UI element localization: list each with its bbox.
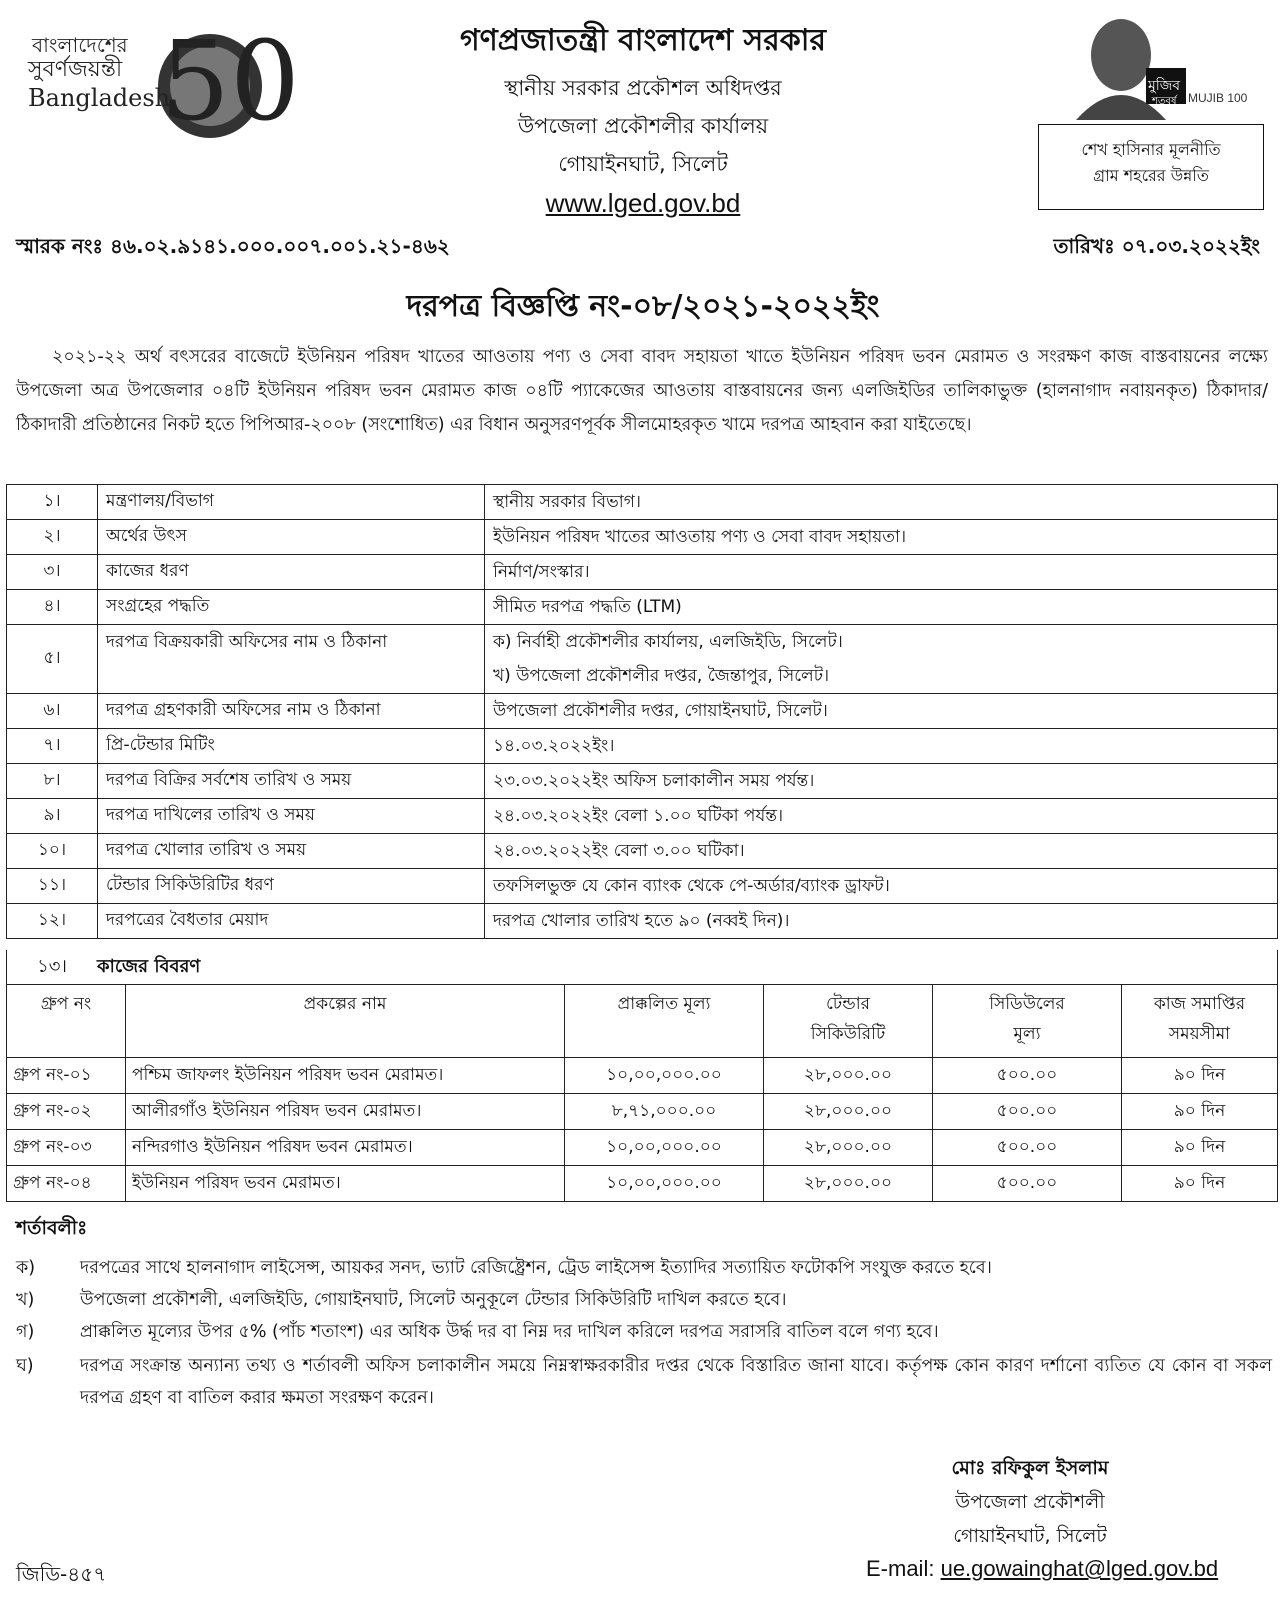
signatory-place: গোয়াইনঘাট, সিলেট bbox=[953, 1525, 1107, 1547]
info-value-text: ক) নির্বাহী প্রকৌশলীর কার্যালয়, এলজিইডি, সিলেট। bbox=[493, 632, 843, 652]
info-value bbox=[485, 904, 1278, 939]
work-description-heading bbox=[6, 950, 1278, 984]
group-number: গ্রুপ নং-০৪ bbox=[7, 1166, 126, 1202]
term-text: উপজেলা প্রকৌশলী, এলজিইডি, গোয়াইনঘাট, সিলেট অনুকূলে টেন্ডার সিকিউরিটি দাখিল করতে হবে। bbox=[80, 1290, 787, 1310]
svg-text:Bangladesh: Bangladesh bbox=[28, 84, 171, 112]
term-item bbox=[16, 1350, 1272, 1414]
schedule-value: ৫০০.০০ bbox=[933, 1166, 1122, 1202]
security-value: ২৮,০০০.০০ bbox=[764, 1166, 933, 1202]
info-value-text: ইউনিয়ন পরিষদ খাতের আওতায় পণ্য ও সেবা বাবদ সহায়তা। bbox=[493, 527, 907, 547]
info-row bbox=[7, 904, 1278, 939]
info-value bbox=[485, 485, 1278, 520]
schedule-value: ৫০০.০০ bbox=[933, 1058, 1122, 1094]
term-label: ক) bbox=[16, 1258, 36, 1278]
duration-value: ৯০ দিন bbox=[1122, 1166, 1278, 1202]
info-key: প্রি-টেন্ডার মিটিং bbox=[98, 729, 485, 764]
section-label: কাজের বিবরণ bbox=[97, 956, 201, 977]
info-key: দরপত্র গ্রহণকারী অফিসের নাম ও ঠিকানা bbox=[98, 694, 485, 729]
info-value bbox=[485, 520, 1278, 555]
estimate-value: ১০,০০,০০০.০০ bbox=[565, 1166, 764, 1202]
term-item bbox=[16, 1316, 1272, 1348]
info-number: ১০। bbox=[7, 834, 98, 869]
term-label: খ) bbox=[16, 1290, 35, 1310]
group-row bbox=[7, 1094, 1278, 1130]
motto-line-2: গ্রাম শহরের উন্নতি bbox=[1093, 166, 1209, 185]
group-number: গ্রুপ নং-০১ bbox=[7, 1058, 126, 1094]
info-number: ৯। bbox=[7, 799, 98, 834]
info-value-text: ১৪.০৩.২০২২ইং। bbox=[493, 736, 615, 756]
group-row bbox=[7, 1058, 1278, 1094]
group-row bbox=[7, 1166, 1278, 1202]
signatory-designation: উপজেলা প্রকৌশলী bbox=[955, 1491, 1105, 1513]
term-label: ঘ) bbox=[16, 1356, 34, 1376]
col-group: গ্রুপ নং bbox=[7, 985, 126, 1058]
info-value bbox=[485, 590, 1278, 625]
info-value bbox=[485, 799, 1278, 834]
info-value-text: ২৪.০৩.২০২২ইং বেলা ৩.০০ ঘটিকা। bbox=[493, 841, 745, 861]
term-label: গ) bbox=[16, 1322, 35, 1342]
email-label: E-mail: bbox=[866, 1556, 935, 1581]
info-number: ১২। bbox=[7, 904, 98, 939]
info-key: দরপত্র বিক্রয়কারী অফিসের নাম ও ঠিকানা bbox=[98, 625, 485, 694]
info-key: সংগ্রহের পদ্ধতি bbox=[98, 590, 485, 625]
term-item bbox=[16, 1284, 1272, 1316]
term-item bbox=[16, 1252, 1272, 1284]
info-value bbox=[485, 834, 1278, 869]
info-value bbox=[485, 729, 1278, 764]
security-value: ২৮,০০০.০০ bbox=[764, 1130, 933, 1166]
info-value bbox=[485, 869, 1278, 904]
terms-heading: শর্তাবলীঃ bbox=[16, 1217, 88, 1239]
info-value bbox=[485, 625, 1278, 694]
info-row bbox=[7, 590, 1278, 625]
term-text: প্রাক্কলিত মূল্যের উপর ৫% (পাঁচ শতাংশ) এর অধিক উর্দ্ধ দর বা নিম্ন দর দাখিল করিলে দরপত্র সরাসরি বাতিল বলে গণ্য হবে। bbox=[80, 1322, 939, 1342]
schedule-value: ৫০০.০০ bbox=[933, 1094, 1122, 1130]
info-number: ১১। bbox=[7, 869, 98, 904]
info-value bbox=[485, 764, 1278, 799]
term-text: দরপত্রের সাথে হালনাগাদ লাইসেন্স, আয়কর সনদ, ভ্যাট রেজিষ্ট্রেশন, ট্রেড লাইসেন্স ইত্যাদির সত্যায়িত ফটোকপি সংযুক্ত করতে হবে। bbox=[80, 1258, 992, 1278]
info-row bbox=[7, 799, 1278, 834]
info-row bbox=[7, 555, 1278, 590]
duration-value: ৯০ দিন bbox=[1122, 1058, 1278, 1094]
security-value: ২৮,০০০.০০ bbox=[764, 1094, 933, 1130]
info-row bbox=[7, 520, 1278, 555]
info-row bbox=[7, 485, 1278, 520]
info-number: ৩। bbox=[7, 555, 98, 590]
info-value bbox=[485, 694, 1278, 729]
svg-text:মুজিব: মুজিব bbox=[1148, 78, 1181, 94]
info-key: টেন্ডার সিকিউরিটির ধরণ bbox=[98, 869, 485, 904]
info-row bbox=[7, 729, 1278, 764]
department-name: স্থানীয় সরকার প্রকৌশল অধিদপ্তর bbox=[504, 76, 782, 100]
info-value bbox=[485, 555, 1278, 590]
info-key: দরপত্র বিক্রির সর্বশেষ তারিখ ও সময় bbox=[98, 764, 485, 799]
col-schedule: সিডিউলের মূল্য bbox=[933, 985, 1122, 1058]
tender-info-table bbox=[6, 484, 1278, 939]
office-location: গোয়াইনঘাট, সিলেট bbox=[558, 152, 728, 176]
project-name: আলীরগাঁও ইউনিয়ন পরিষদ ভবন মেরামত। bbox=[126, 1094, 565, 1130]
group-table bbox=[6, 984, 1278, 1202]
project-name: পশ্চিম জাফলং ইউনিয়ন পরিষদ ভবন মেরামত। bbox=[126, 1058, 565, 1094]
info-value-text: ২৩.০৩.২০২২ইং অফিস চলাকালীন সময় পর্যন্ত। bbox=[493, 771, 815, 791]
info-row bbox=[7, 625, 1278, 694]
info-number: ৪। bbox=[7, 590, 98, 625]
svg-text:50: 50 bbox=[160, 17, 300, 145]
project-name: নন্দিরগাও ইউনিয়ন পরিষদ ভবন মেরামত। bbox=[126, 1130, 565, 1166]
col-project: প্রকল্পের নাম bbox=[126, 985, 565, 1058]
project-name: ইউনিয়ন পরিষদ ভবন মেরামত। bbox=[126, 1166, 565, 1202]
info-value-text: স্থানীয় সরকার বিভাগ। bbox=[493, 492, 641, 512]
notice-date: তারিখঃ ০৭.০৩.২০২২ইং bbox=[1053, 234, 1260, 258]
info-value-text: উপজেলা প্রকৌশলীর দপ্তর, গোয়াইনঘাট, সিলেট। bbox=[493, 701, 828, 721]
col-estimate: প্রাক্কলিত মূল্য bbox=[565, 985, 764, 1058]
signatory-name: মোঃ রফিকুল ইসলাম bbox=[951, 1457, 1109, 1479]
gd-number: জিডি-৪৫৭ bbox=[16, 1562, 107, 1586]
email-line bbox=[866, 1556, 1218, 1582]
info-number: ৫। bbox=[7, 625, 98, 694]
government-title: গণপ্রজাতন্ত্রী বাংলাদেশ সরকার bbox=[460, 23, 826, 58]
info-value-text: দরপত্র খোলার তারিখ হতে ৯০ (নব্বই দিন)। bbox=[493, 911, 790, 931]
office-name: উপজেলা প্রকৌশলীর কার্যালয় bbox=[517, 114, 769, 138]
info-number: ৮। bbox=[7, 764, 98, 799]
info-key: কাজের ধরণ bbox=[98, 555, 485, 590]
info-number: ১। bbox=[7, 485, 98, 520]
svg-text:সুবর্ণজয়ন্তী: সুবর্ণজয়ন্তী bbox=[28, 57, 123, 82]
duration-value: ৯০ দিন bbox=[1122, 1094, 1278, 1130]
schedule-value: ৫০০.০০ bbox=[933, 1130, 1122, 1166]
info-number: ৭। bbox=[7, 729, 98, 764]
info-value-text: ২৪.০৩.২০২২ইং বেলা ১.০০ ঘটিকা পর্যন্ত। bbox=[493, 806, 784, 826]
info-value-text: নির্মাণ/সংস্কার। bbox=[493, 562, 590, 582]
info-row bbox=[7, 834, 1278, 869]
email-link[interactable]: ue.gowainghat@lged.gov.bd bbox=[940, 1556, 1219, 1581]
info-key: দরপত্র খোলার তারিখ ও সময় bbox=[98, 834, 485, 869]
estimate-value: ১০,০০,০০০.০০ bbox=[565, 1130, 764, 1166]
info-row bbox=[7, 869, 1278, 904]
term-text: দরপত্র সংক্রান্ত অন্যান্য তথ্য ও শর্তাবলী অফিস চলাকালীন সময়ে নিম্নস্বাক্ষরকারীর দপ্তর থেকে বিস্তারিত জানা যাবে। কর্তৃপক্ষ কোন কারণ দর্শানো ব্যতিত যে কোন বা সকল দরপত্র গ্রহণ বা বাতিল করার ক্ষমতা সংরক্ষণ করেন। bbox=[80, 1356, 1272, 1408]
estimate-value: ১০,০০,০০০.০০ bbox=[565, 1058, 764, 1094]
info-key: মন্ত্রণালয়/বিভাগ bbox=[98, 485, 485, 520]
memo-number: স্মারক নংঃ ৪৬.০২.৯১৪১.০০০.০০৭.০০১.২১-৪৬২ bbox=[16, 234, 450, 258]
info-key: অর্থের উৎস bbox=[98, 520, 485, 555]
info-value-text: তফসিলভুক্ত যে কোন ব্যাংক থেকে পে-অর্ডার/ব্যাংক ড্রাফট। bbox=[493, 876, 890, 896]
info-number: ৬। bbox=[7, 694, 98, 729]
info-row bbox=[7, 694, 1278, 729]
security-value: ২৮,০০০.০০ bbox=[764, 1058, 933, 1094]
website-link[interactable]: www.lged.gov.bd bbox=[545, 188, 741, 218]
motto-box bbox=[1038, 124, 1264, 210]
svg-text:MUJIB 100: MUJIB 100 bbox=[1188, 91, 1248, 105]
tender-notice-title: দরপত্র বিজ্ঞপ্তি নং-০৮/২০২১-২০২২ইং bbox=[406, 289, 880, 324]
info-row bbox=[7, 764, 1278, 799]
group-row bbox=[7, 1130, 1278, 1166]
estimate-value: ৮,৭১,০০০.০০ bbox=[565, 1094, 764, 1130]
section-number: ১৩। bbox=[37, 956, 67, 977]
col-duration: কাজ সমাপ্তির সময়সীমা bbox=[1122, 985, 1278, 1058]
svg-text:শতবর্ষ: শতবর্ষ bbox=[1152, 96, 1177, 107]
info-value-text: সীমিত দরপত্র পদ্ধতি (LTM) bbox=[493, 597, 682, 617]
group-number: গ্রুপ নং-০৩ bbox=[7, 1130, 126, 1166]
intro-paragraph: ২০২১-২২ অর্থ বৎসরের বাজেটে ইউনিয়ন পরিষদ খাতের আওতায় পণ্য ও সেবা বাবদ সহায়তা খাতে ইউনিয়ন পরিষদ ভবন মেরামত ও সংরক্ষণ কাজ বাস্তবায়নের লক্ষ্যে উপজেলা অত্র উপজেলার ০৪টি ইউনিয়ন পরিষদ ভবন মেরামত কাজ ০৪টি প্যাকেজের আওতায় বাস্তবায়নের জন্য এলজিইডির তালিকাভুক্ত (হালনাগাদ নবায়নকৃত) ঠিকাদার/ঠিকাদারী প্রতিষ্ঠানের নিকট হতে পিপিআর-২০০৮ (সংশোধিত) এর বিধান অনুসরণপূর্বক সীলমোহরকৃত খামে দরপত্র আহবান করা যাইতেছে। bbox=[16, 347, 1268, 435]
info-number: ২। bbox=[7, 520, 98, 555]
group-number: গ্রুপ নং-০২ bbox=[7, 1094, 126, 1130]
svg-text:বাংলাদেশের: বাংলাদেশের bbox=[32, 33, 128, 57]
info-key: দরপত্র দাখিলের তারিখ ও সময় bbox=[98, 799, 485, 834]
motto-line-1: শেখ হাসিনার মূলনীতি bbox=[1081, 140, 1221, 159]
group-table-header bbox=[7, 985, 1278, 1058]
duration-value: ৯০ দিন bbox=[1122, 1130, 1278, 1166]
info-value-extra: খ) উপজেলা প্রকৌশলীর দপ্তর, জৈন্তাপুর, সিলেট। bbox=[493, 666, 830, 686]
col-security: টেন্ডার সিকিউরিটি bbox=[764, 985, 933, 1058]
info-key: দরপত্রের বৈধতার মেয়াদ bbox=[98, 904, 485, 939]
